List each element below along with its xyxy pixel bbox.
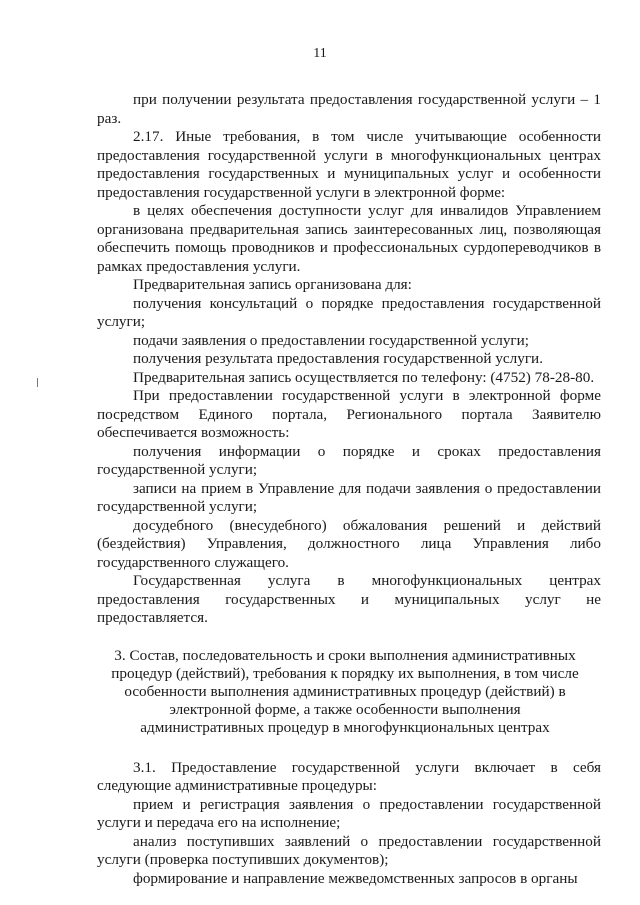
paragraph-2-17: 2.17. Иные требования, в том числе учитывающие особенности предоставления государственной услуги в многофункциональных центрах предоставления государственных и муниципальных услуг и особенности предоставления государственной услуги в электронной форме:: [97, 128, 601, 201]
paragraph-registration: прием и регистрация заявления о предоставлении государственной услуги и передача его на исполнение;: [97, 795, 601, 831]
paragraph-information: получения информации о порядке и сроках предоставления государственной услуги;: [97, 442, 601, 478]
document-body: [97, 91, 601, 888]
paragraph-disabled-access: в целях обеспечения доступности услуг для инвалидов Управлением организована предварительная запись заинтересованных лиц, позволяющая обеспечить помощь проводников и профессиональных сурдопереводчиков в рамках предоставления услуги.: [97, 202, 601, 275]
paragraph-appeal: досудебного (внесудебного) обжалования решений и действий (бездействия) Управления, должностного лица Управления либо государственного служащего.: [97, 516, 601, 571]
paragraph-prerecord-for: Предварительная запись организована для:: [133, 276, 412, 293]
page-number: 11: [313, 46, 327, 61]
paragraph-appointment: записи на прием в Управление для подачи заявления о предоставлении государственной услуги;: [97, 479, 601, 515]
paragraph-application-submit: подачи заявления о предоставлении государственной услуги;: [133, 331, 530, 349]
section-heading-3: 3. Состав, последовательность и сроки выполнения административных процедур (действий), требования к порядку их выполнения, в том числе особенности выполнения административных процедур (действий) в электронной форме, а также особенности выполнения административных процедур в многофункциональных центрах: [111, 646, 579, 736]
paragraph-result-once: при получении результата предоставления государственной услуги – 1 раз.: [97, 91, 601, 127]
paragraph-phone: Предварительная запись осуществляется по телефону: (4752) 78-28-80.: [133, 368, 595, 386]
paragraph-3-1: 3.1. Предоставление государственной услуги включает в себя следующие административные процедуры:: [97, 758, 601, 794]
paragraph-analysis: анализ поступивших заявлений о предоставлении государственной услуги (проверка поступивших документов);: [97, 832, 601, 868]
paragraph-electronic-form: При предоставлении государственной услуги в электронной форме посредством Единого портала, Регионального портала Заявителю обеспечивается возможность:: [97, 387, 601, 441]
margin-mark: [37, 378, 38, 387]
paragraph-interagency: формирование и направление межведомственных запросов в органы: [133, 869, 578, 887]
paragraph-result-receive: получения результата предоставления государственной услуги.: [133, 350, 543, 367]
paragraph-consultations: получения консультаций о порядке предоставления государственной услуги;: [97, 294, 601, 330]
paragraph-mfc-not-provided: Государственная услуга в многофункциональных центрах предоставления государственных и муниципальных услуг не предоставляется.: [97, 572, 601, 626]
